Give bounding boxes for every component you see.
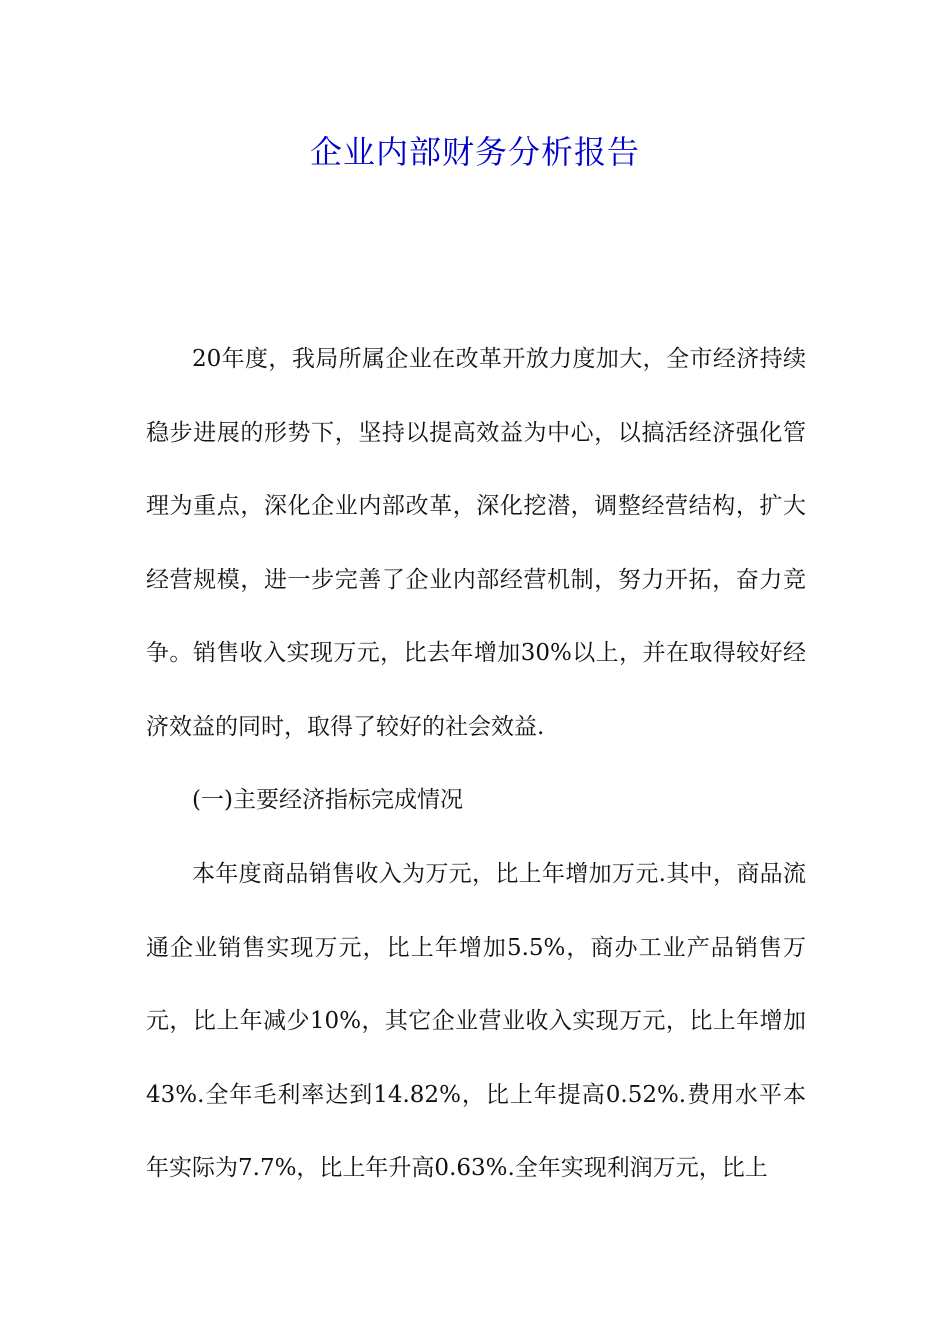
section-heading: [146, 764, 806, 838]
paragraph-indicators: [146, 838, 806, 1206]
document-title: 企业内部财务分析报告: [309, 133, 640, 171]
paragraph-intro: [146, 323, 806, 764]
section-heading-text: (一)主要经济指标完成情况: [192, 787, 463, 813]
paragraph-text: 本年度商品销售收入为万元，比上年增加万元.其中，商品流通企业销售实现万元，比上年增加5.5%，商办工业产品销售万元，比上年减少10%，其它企业营业收入实现万元，比上年增加43%.全年毛利率达到14.82%，比上年提高0.52%.费用水平本年实际为7.7%，比上年升高0.63%.全年实现利润万元，比上: [146, 861, 806, 1181]
paragraph-text: 20年度，我局所属企业在改革开放力度加大，全市经济持续稳步进展的形势下，坚持以提高效益为中心，以搞活经济强化管理为重点，深化企业内部改革，深化挖潜，调整经营结构，扩大经营规模，进一步完善了企业内部经营机制，努力开拓，奋力竞争。销售收入实现万元，比去年增加30%以上，并在取得较好经济效益的同时，取得了较好的社会效益.: [146, 346, 806, 740]
